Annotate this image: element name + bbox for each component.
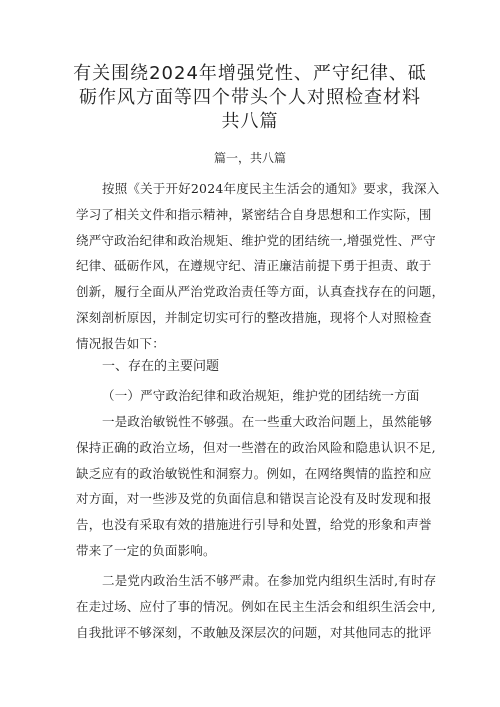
text-line: 告，也没有采取有效的措施进行引导和处置，给党的形象和声誉 <box>76 517 432 533</box>
text-line: 缺乏应有的政治敏锐性和洞察力。例如，在网络舆情的监控和应 <box>76 465 432 481</box>
text-line: 一是政治敏锐性不够强。在一些重大政治问题上，虽然能够 <box>102 414 433 429</box>
title-line: 共八篇 <box>221 111 279 132</box>
body-paragraph <box>76 409 436 564</box>
subsection-heading <box>76 383 430 409</box>
text-line: 自我批评不够深刻，不敢触及深层次的问题，对其他同志的批评 <box>76 624 432 640</box>
text-line: 学习了相关文件和指示精神，紧密结合自身思想和工作实际，围 <box>76 206 432 222</box>
text-line: 保持正确的政治立场，但对一些潜在的政治风险和隐患认识不足, <box>76 439 436 455</box>
text-line: 深刻剖析原因，并制定切实可行的整改措施，现将个人对照检查 <box>76 309 432 325</box>
intro-paragraph <box>76 176 445 357</box>
document-title <box>60 62 440 134</box>
title-line: 有关围绕2024年增强党性、严守纪律、砥 <box>73 63 427 84</box>
text-line: 纪律、砥砺作风，在遵规守纪、清正廉洁前提下勇于担责、敢于 <box>76 258 432 274</box>
text-line: 二是党内政治生活不够严肃。在参加党内组织生活时,有时存 <box>102 573 437 588</box>
text-line: 按照《关于开好2024年度民主生活会的通知》要求，我深入 <box>102 181 440 196</box>
text-line: 对方面，对一些涉及党的负面信息和错误言论没有及时发现和报 <box>76 491 432 507</box>
section-heading: 一、存在的主要问题 <box>102 359 220 374</box>
text-line: （一）严守政治纪律和政治规矩，维护党的团结统一方面 <box>102 388 420 403</box>
body-paragraph <box>76 568 437 645</box>
document-subtitle: 篇一，共八篇 <box>213 151 286 165</box>
text-line: 在走过场、应付了事的情况。例如在民主生活会和组织生活会中, <box>76 598 436 614</box>
text-line: 创新，履行全面从严治党政治责任等方面，认真查找存在的问题， <box>76 284 445 300</box>
title-line: 砺作风方面等四个带头个人对照检查材料 <box>79 87 421 108</box>
text-line: 情况报告如下： <box>76 335 165 351</box>
text-line: 绕严守政治纪律和政治规矩、维护党的团结统一,增强党性、严守 <box>76 232 436 248</box>
text-line: 带来了一定的负面影响。 <box>76 542 216 558</box>
